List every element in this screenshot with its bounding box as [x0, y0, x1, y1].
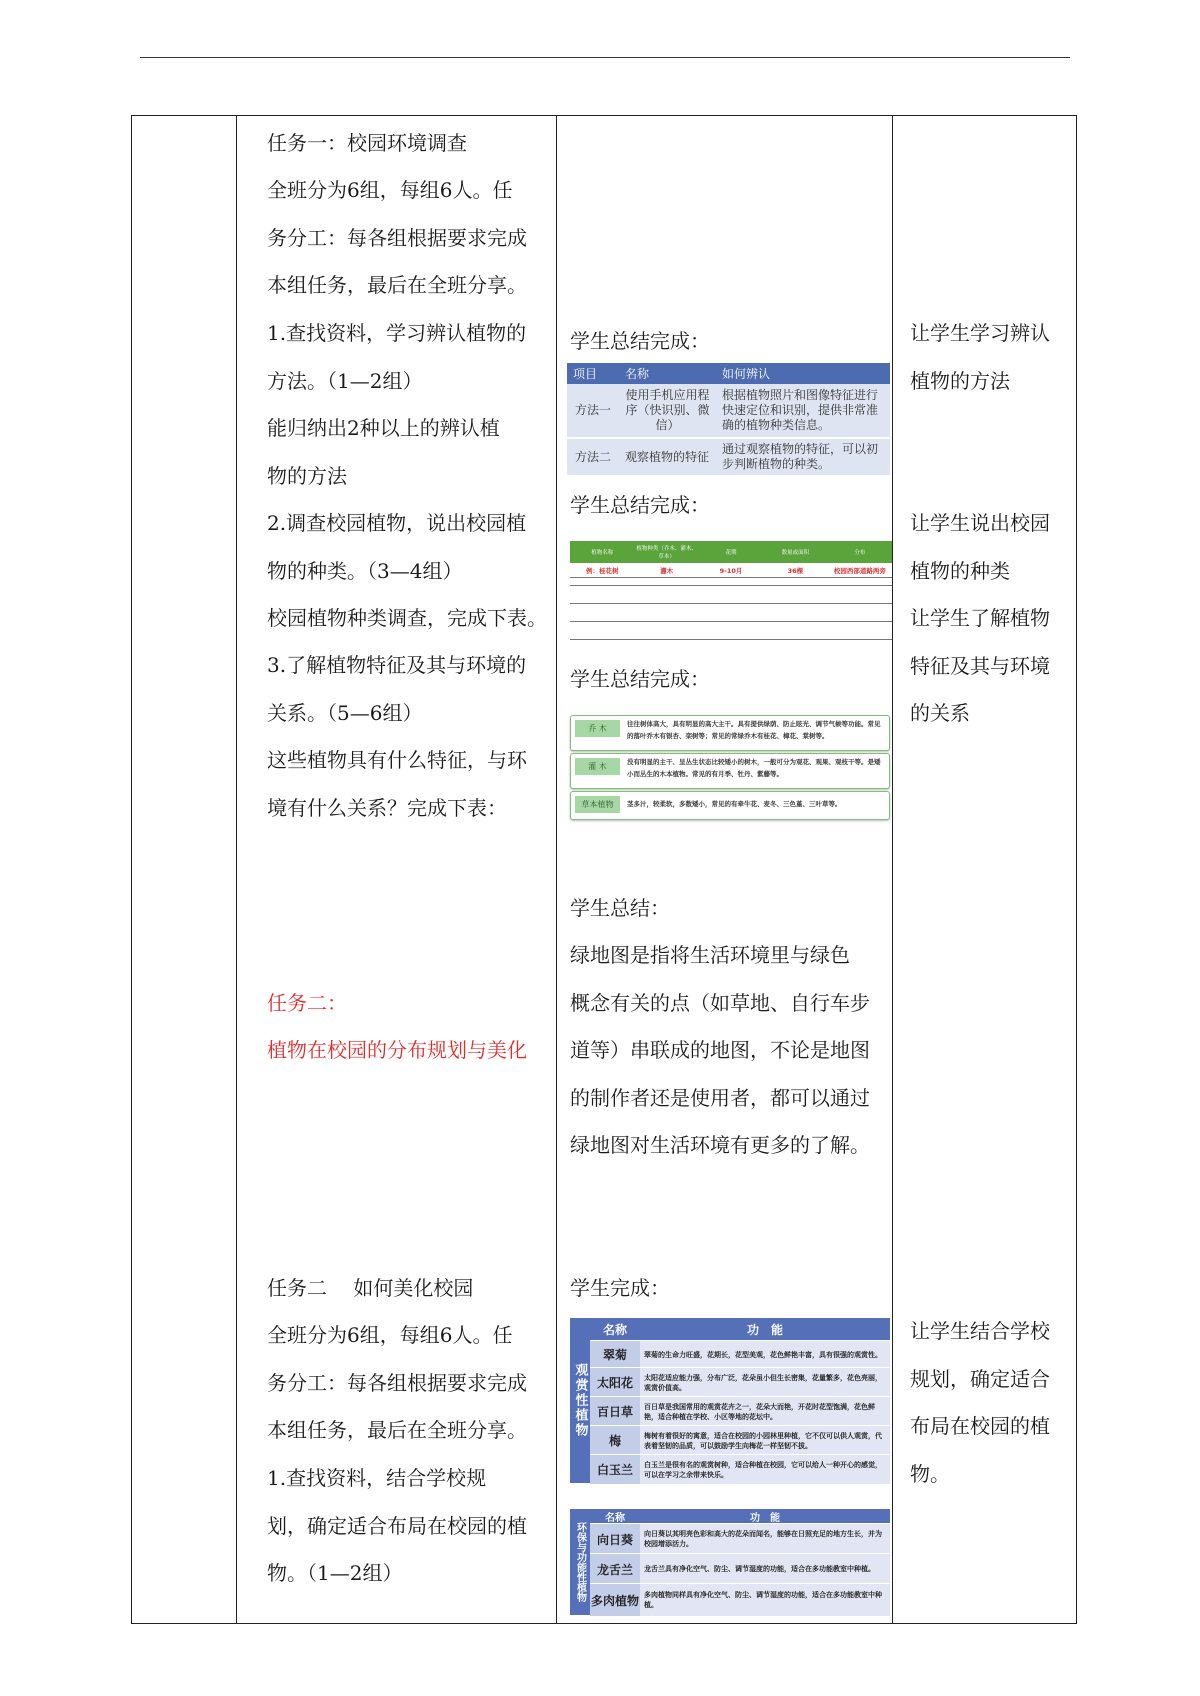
task1-title: 任务一：校园环境调查 — [267, 131, 467, 155]
task1-item2 — [267, 500, 547, 643]
functional-side-label: 环保与功能性植物 — [574, 1522, 586, 1602]
functional-table — [570, 1509, 890, 1615]
text-line: 道等）串联成的地图，不论是地图 — [570, 1038, 870, 1062]
survey-table — [570, 541, 892, 641]
task2-label: 任务二： — [267, 991, 347, 1015]
summary-label-2: 学生总结完成： — [570, 493, 710, 517]
task2b-item — [267, 1455, 545, 1598]
summary-label-3: 学生总结完成： — [570, 667, 710, 691]
ornamental-name: 翠菊 — [590, 1341, 640, 1368]
summary-label-1: 学生总结完成： — [570, 329, 710, 353]
text-line: 规划，确定适合 — [910, 1366, 1050, 1391]
plant-type-item — [570, 715, 890, 751]
text-line: 特征及其与环境 — [910, 653, 1050, 678]
text-line: 2.调查校园植物，说出校园植 — [267, 511, 527, 535]
methods-cell: 使用手机应用程序（快识别、微信） — [619, 384, 716, 438]
survey-header: 分布 — [854, 550, 866, 556]
survey-blank-line — [570, 585, 892, 586]
methods-cell: 根据植物照片和图像特征进行快速定位和识别，提供非常准确的植物种类信息。 — [716, 384, 890, 438]
functional-function: 多肉植物同样具有净化空气、防尘、调节湿度的功能，适合在多功能教室中种植。 — [640, 1584, 890, 1616]
ornamental-header: 名称 — [602, 1322, 627, 1337]
task2b-desc — [267, 1312, 545, 1455]
col-divider — [556, 116, 557, 1623]
text-line: 的关系 — [910, 701, 970, 725]
ornamental-header: 功 能 — [746, 1322, 783, 1337]
plant-type-tag: 灌 木 — [575, 758, 620, 775]
plant-type-desc: 往往树体高大，具有明显的高大主干。具有提供绿荫、防止眩光、调节气候等功能。常见的落叶乔木有银杏、栾树等；常见的常绿乔木有桂花、樟花、棠树等。 — [627, 720, 881, 740]
text-line: 概念有关的点（如草地、自行车步 — [570, 990, 870, 1015]
text-line: 让学生学习辨认 — [910, 321, 1050, 345]
ornamental-table — [570, 1318, 890, 1483]
summary-label-4: 学生总结： — [570, 896, 670, 920]
text-line: 方法。（1—2组） — [267, 368, 423, 393]
methods-cell: 方法一 — [567, 384, 619, 438]
text-line: 让学生说出校园 — [910, 511, 1050, 535]
survey-header: 数量或面积 — [781, 550, 810, 556]
functional-name: 向日葵 — [590, 1524, 640, 1554]
survey-header: 植物名称 — [591, 550, 614, 556]
done-label: 学生完成： — [570, 1276, 670, 1300]
survey-example: 9-10月 — [719, 566, 743, 575]
text-line: 物的种类。（3—4组） — [267, 558, 463, 583]
text-line: 全班分为6组，每组6人。任 — [267, 1323, 513, 1347]
ornamental-function: 太阳花适应能力强，分布广泛，花朵虽小但生长密集，花量繁多，花色亮丽，观赏价值高。 — [640, 1368, 890, 1397]
plant-type-desc: 茎多汁，较柔软，多数矮小，常见的有牵牛花、麦冬、三色堇、三叶草等。 — [627, 800, 842, 808]
text-line: 务分工：每各组根据要求完成 — [267, 1370, 527, 1395]
plant-type-tag: 乔 木 — [575, 720, 620, 737]
survey-example: 灌木 — [660, 566, 674, 575]
text-line: 让学生结合学校 — [910, 1319, 1050, 1343]
text-line: 务分工：每各组根据要求完成 — [267, 225, 527, 250]
methods-header: 项目 — [567, 363, 619, 384]
ornamental-function: 翠菊的生命力旺盛，花期长，花型美观，花色鲜艳丰富，具有很强的观赏性。 — [640, 1341, 890, 1368]
text-line: 物的方法 — [267, 463, 347, 488]
survey-example: 例：桂花树 — [585, 566, 619, 575]
ornamental-side-label: 观赏性植物 — [572, 1363, 588, 1438]
task1-item3 — [267, 642, 545, 832]
text-line: 1.查找资料，结合学校规 — [267, 1466, 487, 1490]
methods-cell: 观察植物的特征 — [619, 438, 716, 476]
text-line: 让学生了解植物 — [910, 606, 1050, 630]
ornamental-name: 太阳花 — [590, 1368, 640, 1397]
ornamental-name: 梅 — [590, 1426, 640, 1455]
header-rule — [140, 57, 1070, 58]
text-line: 布局在校园的植 — [910, 1414, 1050, 1438]
task1-item1 — [267, 310, 545, 500]
text-line: 植物的种类 — [910, 558, 1010, 583]
survey-blank-line — [570, 621, 892, 622]
functional-function: 龙舌兰具有净化空气、防尘、调节湿度的功能，适合在多功能教室中种植。 — [640, 1554, 890, 1584]
methods-cell: 方法二 — [567, 438, 619, 476]
functional-header: 名称 — [605, 1512, 625, 1524]
functional-header: 功 能 — [750, 1512, 780, 1524]
text-line: 划，确定适合布局在校园的植 — [267, 1513, 527, 1538]
text-line: 全班分为6组，每组6人。任 — [267, 178, 513, 202]
methods-table — [567, 363, 890, 477]
functional-name: 多肉植物 — [590, 1584, 640, 1616]
col-divider — [892, 116, 893, 1623]
ornamental-name: 白玉兰 — [590, 1455, 640, 1484]
survey-example: 校园西部道路两旁 — [833, 566, 886, 575]
functional-name: 龙舌兰 — [590, 1554, 640, 1584]
plant-types-table — [570, 715, 890, 820]
plant-type-item — [570, 791, 890, 820]
functional-function: 向日葵以其明亮色彩和高大的花朵而闻名，能够在日照充足的地方生长，并为校园增添活力。 — [640, 1524, 890, 1554]
text-line: 关系。（5—6组） — [267, 700, 423, 725]
ornamental-function: 白玉兰是很有名的观赏树种，适合种植在校园，它可以给人一种开心的感觉，可以在学习之余带来快乐。 — [640, 1455, 890, 1484]
text-line: 校园植物种类调查，完成下表。 — [267, 606, 547, 630]
task2b-title: 任务二 如何美化校园 — [267, 1276, 474, 1300]
methods-cell: 通过观察植物的特征，可以初步判断植物的种类。 — [716, 438, 890, 476]
survey-header: 植物种类（乔木、灌木、草本） — [636, 546, 697, 560]
text-line: 物。（1—2组） — [267, 1561, 403, 1585]
text-line: 这些植物具有什么特征，与环 — [267, 748, 527, 772]
task2-title: 植物在校园的分布规划与美化 — [267, 1038, 527, 1062]
goal-3 — [910, 1308, 1072, 1498]
survey-example: 36棵 — [787, 566, 804, 575]
plant-type-desc: 没有明显的主干、呈丛生状态比较矮小的树木，一般可分为观花、观果、观枝干等。是矮小而丛生的木本植物。常见的有月季、牡丹、紫藤等。 — [627, 758, 881, 778]
ornamental-name: 百日草 — [590, 1397, 640, 1426]
text-line: 境有什么关系？完成下表： — [267, 795, 507, 820]
goal-2 — [910, 500, 1072, 738]
survey-blank-line — [570, 603, 892, 604]
text-line: 本组任务，最后在全班分享。 — [267, 1418, 527, 1442]
text-line: 绿地图是指将生活环境里与绿色 — [570, 943, 850, 967]
text-line: 绿地图对生活环境有更多的了解。 — [570, 1133, 870, 1157]
ornamental-function: 百日草是我国常用的观赏花卉之一，花朵大而艳，开花时花型饱满，花色鲜艳，适合种植在学校、小区等地的花坛中。 — [640, 1397, 890, 1426]
text-line: 能归纳出2种以上的辨认植 — [267, 416, 500, 440]
text-line: 1.查找资料，学习辨认植物的 — [267, 321, 527, 345]
col-divider — [236, 116, 237, 1623]
greenmap-paragraph — [570, 932, 890, 1170]
ornamental-function: 梅树有着很好的寓意，适合在校园的小园林里种植，它不仅可以供人观赏，代表着坚韧的品质，可以鼓励学生向梅花一样坚韧不拔。 — [640, 1426, 890, 1455]
plant-type-tag: 草本植物 — [575, 796, 620, 813]
text-line: 植物的方法 — [910, 368, 1010, 393]
survey-header: 花期 — [725, 550, 737, 556]
task1-desc — [267, 167, 545, 310]
goal-1 — [910, 310, 1072, 405]
text-line: 的制作者还是使用者，都可以通过 — [570, 1085, 870, 1110]
text-line: 3.了解植物特征及其与环境的 — [267, 653, 527, 677]
plant-type-item — [570, 753, 890, 789]
text-line: 物。 — [910, 1461, 950, 1486]
survey-blank-line — [570, 639, 892, 640]
text-line: 本组任务，最后在全班分享。 — [267, 273, 527, 297]
methods-header: 名称 — [619, 363, 716, 384]
methods-header: 如何辨认 — [716, 363, 890, 384]
